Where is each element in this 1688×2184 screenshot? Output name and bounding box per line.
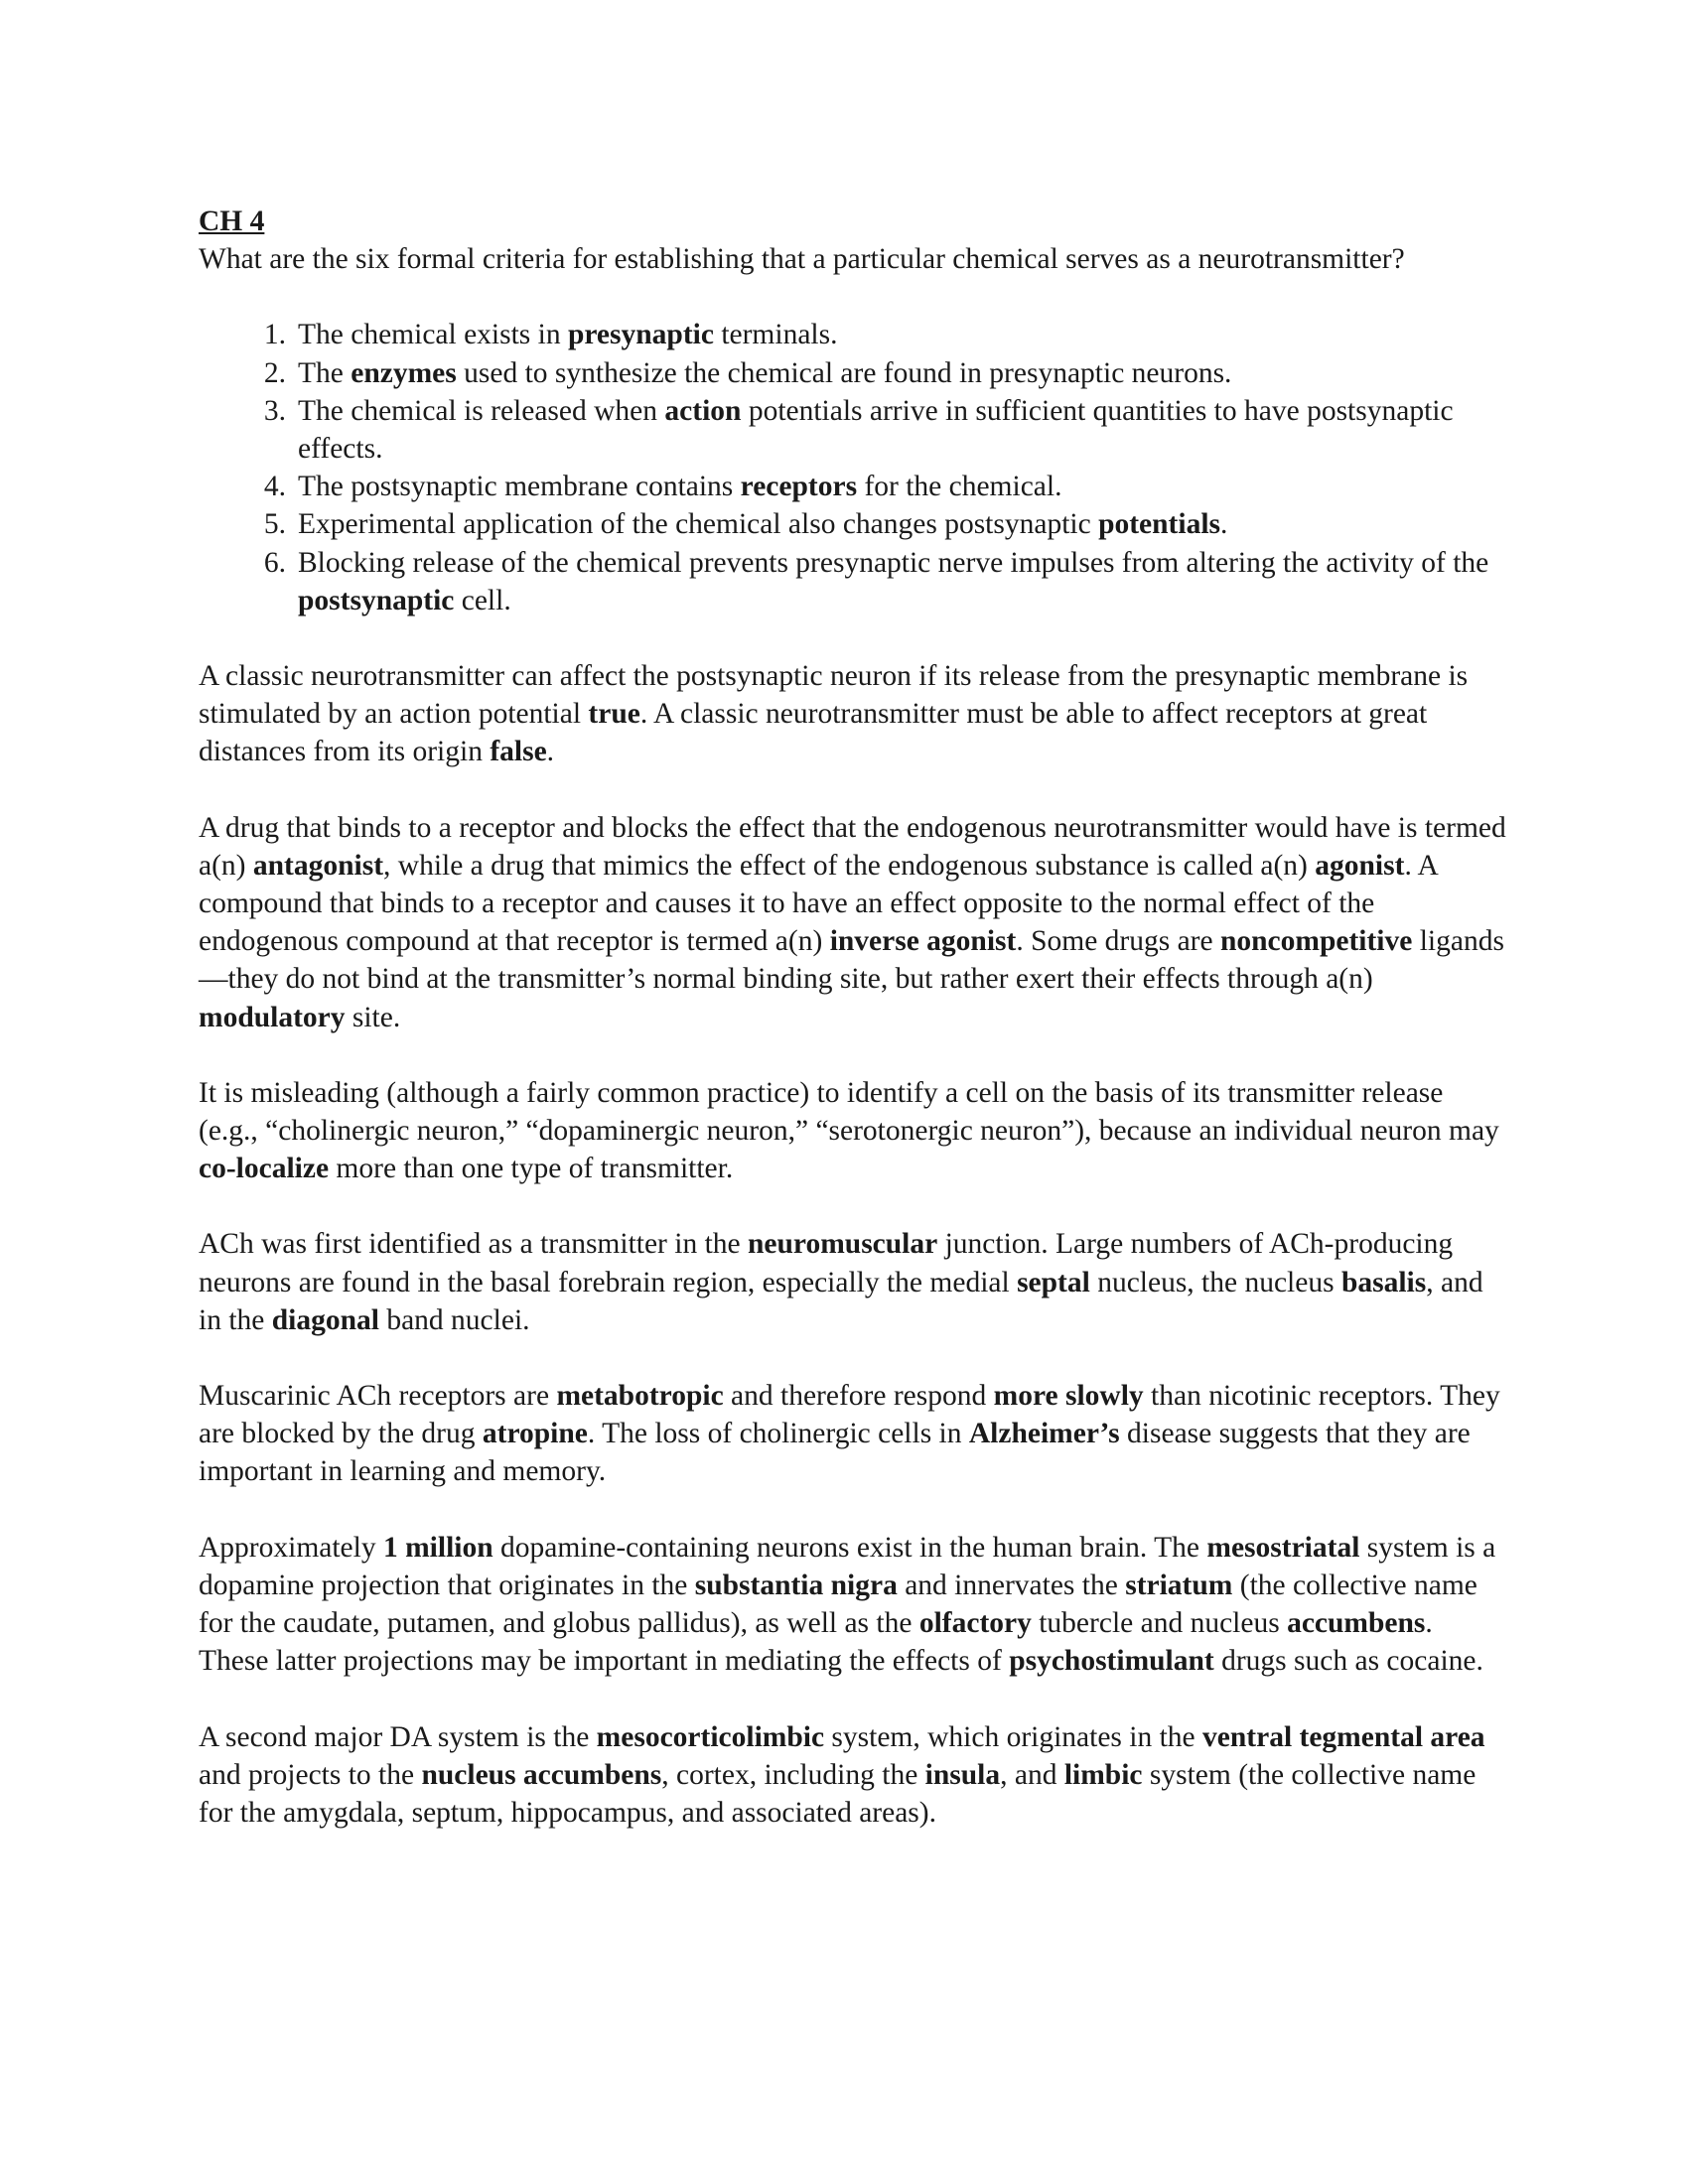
key-term: Alzheimer’s bbox=[968, 1418, 1120, 1450]
criteria-number: 1. bbox=[263, 319, 286, 351]
criteria-number: 5. bbox=[263, 508, 286, 541]
key-term: septal bbox=[1017, 1266, 1090, 1298]
key-term: psychostimulant bbox=[1009, 1645, 1214, 1678]
chapter-heading: CH 4 bbox=[199, 205, 265, 237]
paragraph-mesostriatal: Approximately 1 million dopamine-containing neurons exist in the human brain. The mesostriatal system is a dopamine projection that originates in the substantia nigra and innervates the striatum (the collective name for the caudate, putamen, and globus pallidus), as well as the olfactory tubercle and nucleus accumbens. These latter projections may be important in mediating the effects of psychostimulant drugs such as cocaine. bbox=[199, 1531, 1496, 1678]
key-term: agonist bbox=[1315, 849, 1405, 882]
key-term: antagonist bbox=[252, 849, 384, 882]
key-term: action bbox=[664, 394, 742, 427]
key-term: noncompetitive bbox=[1219, 925, 1413, 958]
document-page bbox=[199, 203, 1509, 1869]
key-term: more slowly bbox=[993, 1380, 1144, 1413]
key-term: inverse agonist bbox=[829, 925, 1017, 958]
key-term: ventral tegmental area bbox=[1202, 1720, 1485, 1753]
key-term: substantia nigra bbox=[694, 1569, 898, 1601]
key-term: accumbens bbox=[1287, 1607, 1426, 1640]
criteria-number: 6. bbox=[263, 546, 286, 579]
criteria-item: 5. Experimental application of the chemical also changes postsynaptic potentials. bbox=[199, 505, 1509, 543]
key-term: nucleus accumbens bbox=[421, 1758, 662, 1791]
key-term: modulatory bbox=[199, 1001, 346, 1033]
key-term: potentials bbox=[1098, 508, 1221, 541]
criteria-number: 2. bbox=[263, 356, 286, 389]
key-term: striatum bbox=[1125, 1569, 1233, 1601]
paragraph-ach: ACh was first identified as a transmitter in the neuromuscular junction. Large numbers of ACh-producing neurons are found in the basal forebrain region, especially the medial septal nucleus, the nucleus basalis, and in the diagonal band nuclei. bbox=[199, 1228, 1483, 1336]
key-term: enzymes bbox=[351, 356, 457, 389]
paragraph-classic-neurotransmitter: A classic neurotransmitter can affect the postsynaptic neuron if its release from the presynaptic membrane is stimulated by an action potential true. A classic neurotransmitter must be able to affect receptors at great distances from its origin false. bbox=[199, 660, 1469, 768]
criteria-question: What are the six formal criteria for establishing that a particular chemical serves as a neurotransmitter? bbox=[199, 243, 1405, 276]
key-term: insula bbox=[924, 1758, 1001, 1791]
key-term: presynaptic bbox=[567, 319, 714, 351]
key-term: co-localize bbox=[199, 1153, 330, 1185]
key-term: true bbox=[588, 698, 640, 731]
key-term: olfactory bbox=[918, 1607, 1032, 1640]
key-term: diagonal bbox=[271, 1303, 379, 1336]
key-term: false bbox=[490, 736, 547, 768]
key-term: mesocorticolimbic bbox=[596, 1720, 825, 1753]
key-term: postsynaptic bbox=[298, 584, 455, 616]
criteria-number: 3. bbox=[263, 394, 286, 427]
key-term: atropine bbox=[482, 1418, 588, 1450]
paragraph-muscarinic: Muscarinic ACh receptors are metabotropic and therefore respond more slowly than nicotinic receptors. They are blocked by the drug atropine. The loss of cholinergic cells in Alzheimer’s disease suggests that they are important in learning and memory. bbox=[199, 1380, 1500, 1488]
criteria-item: 3. The chemical is released when action potentials arrive in sufficient quantities to have postsynaptic effects. bbox=[199, 392, 1509, 468]
key-term: basalis bbox=[1340, 1266, 1427, 1298]
key-term: receptors bbox=[740, 471, 858, 503]
key-term: metabotropic bbox=[556, 1380, 724, 1413]
criteria-number: 4. bbox=[263, 471, 286, 503]
criteria-list bbox=[199, 316, 1509, 619]
paragraph-mesocorticolimbic: A second major DA system is the mesocorticolimbic system, which originates in the ventral tegmental area and projects to the nucleus accumbens, cortex, including the insula, and limbic system (the collective name for the amygdala, septum, hippocampus, and associated areas). bbox=[199, 1720, 1485, 1829]
paragraph-drug-receptor: A drug that binds to a receptor and blocks the effect that the endogenous neurotransmitter would have is termed a(n) antagonist, while a drug that mimics the effect of the endogenous substance is called a(n) agonist. A compound that binds to a receptor and causes it to have an effect opposite to the normal effect of the endogenous compound at that receptor is termed a(n) inverse agonist. Some drugs are noncompetitive ligands—they do not bind at the transmitter’s normal binding site, but rather exert their effects through a(n) modulatory site. bbox=[199, 811, 1506, 1033]
criteria-item: 6. Blocking release of the chemical prevents presynaptic nerve impulses from altering the activity of the postsynaptic cell. bbox=[199, 544, 1509, 619]
key-term: neuromuscular bbox=[748, 1228, 938, 1261]
paragraph-co-localize: It is misleading (although a fairly common practice) to identify a cell on the basis of its transmitter release (e.g., “cholinergic neuron,” “dopaminergic neuron,” “serotonergic neuron”), because an individual neuron may co-localize more than one type of transmitter. bbox=[199, 1076, 1499, 1185]
key-term: mesostriatal bbox=[1206, 1531, 1360, 1564]
key-term: limbic bbox=[1063, 1758, 1143, 1791]
criteria-item: 4. The postsynaptic membrane contains receptors for the chemical. bbox=[199, 468, 1509, 505]
key-term: 1 million bbox=[382, 1531, 493, 1564]
criteria-item: 1. The chemical exists in presynaptic terminals. bbox=[199, 316, 1509, 353]
criteria-item: 2. The enzymes used to synthesize the chemical are found in presynaptic neurons. bbox=[199, 354, 1509, 392]
